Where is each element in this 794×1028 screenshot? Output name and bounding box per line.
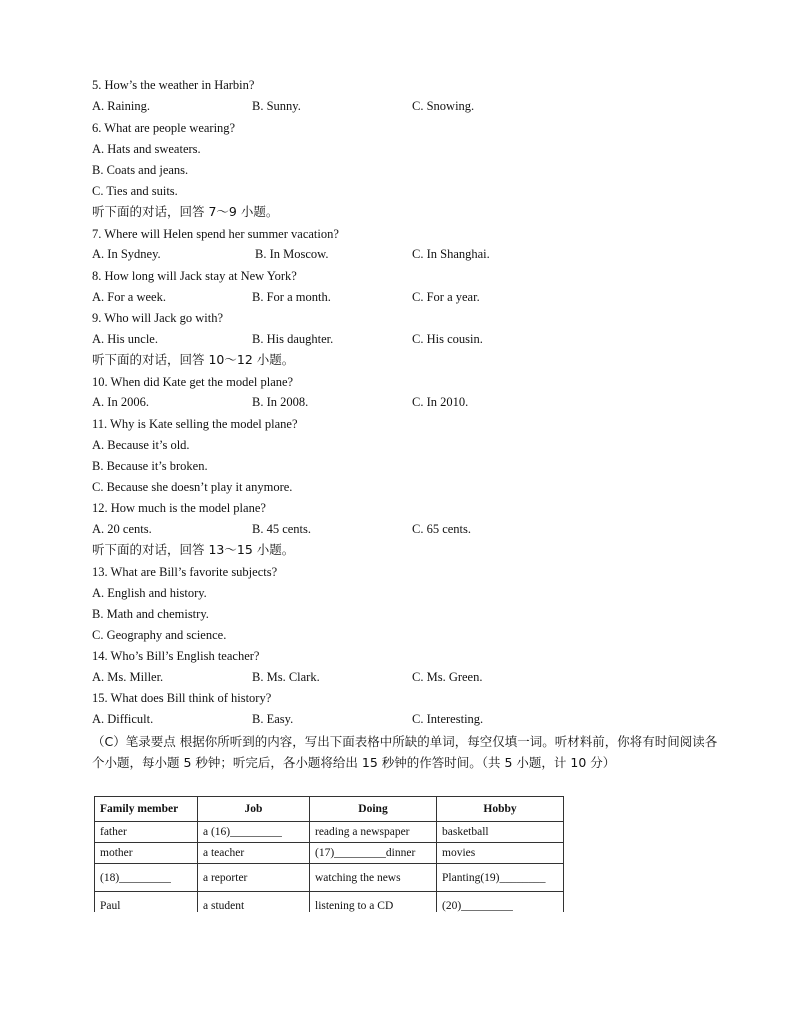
table-cell: reading a newspaper [310, 822, 437, 843]
table-cell-blank-18: (18)_________ [95, 864, 198, 892]
table-cell: a student [198, 892, 310, 920]
option-a: A. In 2006. [92, 395, 149, 409]
table-cell: basketball [437, 822, 564, 843]
question-10: 10. When did Kate get the model plane? [92, 375, 294, 389]
option-a: A. Raining. [92, 99, 150, 113]
option-b: B. Sunny. [252, 99, 301, 113]
table-cell-blank-20: (20)_________ [437, 892, 564, 920]
question-13: 13. What are Bill’s favorite subjects? [92, 565, 278, 579]
table-cell: watching the news [310, 864, 437, 892]
option-c: C. Ms. Green. [412, 670, 483, 684]
question-14: 14. Who’s Bill’s English teacher? [92, 649, 260, 663]
option-c: C. Ties and suits. [92, 184, 178, 198]
option-c: C. Geography and science. [92, 628, 227, 642]
section-c-instructions: （C）笔录要点 根据你所听到的内容，写出下面表格中所缺的单词，每空仅填一词。听材料前，你将有时间阅读各个小题，每小题 5 秒钟；听完后，各小题将给出 15 秒钟的作答时间。（共 5 小题，计 10 分） [92, 734, 718, 770]
option-a: A. His uncle. [92, 332, 158, 346]
option-c: C. 65 cents. [412, 522, 472, 536]
option-c: C. Because she doesn’t play it anymore. [92, 480, 293, 494]
table-row [95, 843, 564, 864]
option-a: A. Ms. Miller. [92, 670, 164, 684]
option-a: A. In Sydney. [92, 247, 161, 261]
question-10-options [92, 394, 712, 410]
option-b: B. In 2008. [252, 395, 309, 409]
option-b: B. Ms. Clark. [252, 670, 320, 684]
option-a: A. Hats and sweaters. [92, 142, 201, 156]
table-row [95, 864, 564, 892]
table-header: Job [198, 797, 310, 822]
table-row [95, 822, 564, 843]
option-a: A. Difficult. [92, 712, 154, 726]
table-cell: mother [95, 843, 198, 864]
option-b: B. Coats and jeans. [92, 163, 189, 177]
option-b: B. For a month. [252, 290, 331, 304]
table-cell-blank-17: (17)_________dinner [310, 843, 437, 864]
option-b: B. 45 cents. [252, 522, 312, 536]
option-a: A. For a week. [92, 290, 166, 304]
option-b: B. Math and chemistry. [92, 607, 209, 621]
table-header: Doing [310, 797, 437, 822]
question-7-options [92, 246, 712, 262]
question-15: 15. What does Bill think of history? [92, 691, 272, 705]
table-cell-blank-16: a (16)_________ [198, 822, 310, 843]
question-5: 5. How’s the weather in Harbin? [92, 78, 255, 92]
option-a: A. 20 cents. [92, 522, 152, 536]
option-c: C. For a year. [412, 290, 480, 304]
question-14-options [92, 669, 712, 685]
question-9: 9. Who will Jack go with? [92, 311, 223, 325]
instruction-10-12: 听下面的对话，回答 10～12 小题。 [92, 352, 295, 367]
instruction-13-15: 听下面的对话，回答 13～15 小题。 [92, 542, 295, 557]
table-cell: a reporter [198, 864, 310, 892]
option-b: B. Because it’s broken. [92, 459, 208, 473]
table-cell: movies [437, 843, 564, 864]
question-12-options [92, 521, 712, 537]
table-cell-blank-19: Planting(19)________ [437, 864, 564, 892]
question-7: 7. Where will Helen spend her summer vacation? [92, 227, 339, 241]
question-5-options [92, 98, 712, 114]
question-12: 12. How much is the model plane? [92, 501, 266, 515]
option-b: B. His daughter. [252, 332, 334, 346]
option-c: C. In Shanghai. [412, 247, 490, 261]
option-c: C. Interesting. [412, 712, 484, 726]
table-header: Family member [95, 797, 198, 822]
question-15-options [92, 711, 712, 727]
table-cell: listening to a CD [310, 892, 437, 920]
table-cell: a teacher [198, 843, 310, 864]
question-11: 11. Why is Kate selling the model plane? [92, 417, 298, 431]
table-header-row [95, 797, 564, 822]
question-8: 8. How long will Jack stay at New York? [92, 269, 297, 283]
question-6: 6. What are people wearing? [92, 121, 236, 135]
instruction-7-9: 听下面的对话，回答 7～9 小题。 [92, 204, 279, 219]
option-a: A. English and history. [92, 586, 207, 600]
option-b: B. In Moscow. [255, 247, 329, 261]
option-b: B. Easy. [252, 712, 294, 726]
notes-table [94, 796, 564, 920]
table-cell: Paul [95, 892, 198, 920]
question-9-options [92, 331, 712, 347]
table-header: Hobby [437, 797, 564, 822]
option-a: A. Because it’s old. [92, 438, 190, 452]
option-c: C. His cousin. [412, 332, 483, 346]
option-c: C. Snowing. [412, 99, 475, 113]
table-cutoff-mask [94, 912, 566, 920]
table-cell: father [95, 822, 198, 843]
option-c: C. In 2010. [412, 395, 469, 409]
question-8-options [92, 289, 712, 305]
